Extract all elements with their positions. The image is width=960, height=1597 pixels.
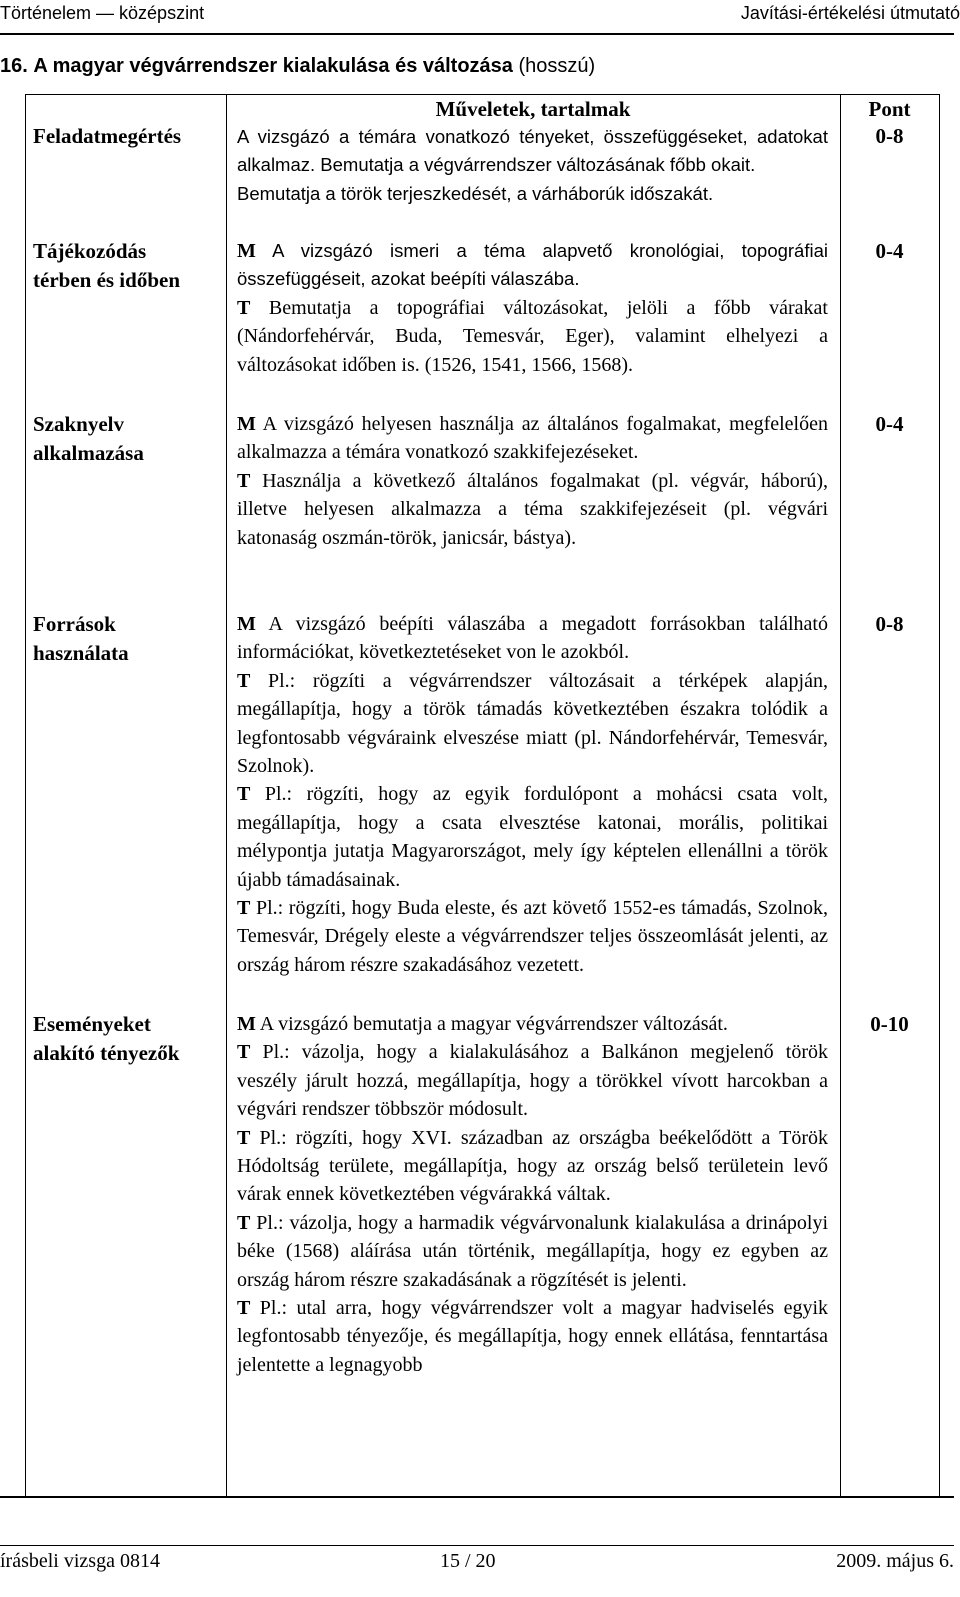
paragraph <box>237 1010 828 1038</box>
paragraph-text: Pl.: rögzíti, hogy Buda eleste, és azt követő 1552-es támadás, Szolnok, Temesvár, Drégely eleste a végvárrendszer teljes összeomlását jelenti, az ország három részre szakadásához vezetett. <box>237 897 829 976</box>
paragraph-tag: T <box>237 1297 251 1320</box>
criterion-label: Eseményeket <box>33 1012 151 1036</box>
criterion-shaping-factors <box>33 1010 179 1068</box>
column-header-points: Pont <box>868 97 911 121</box>
criterion-sources <box>33 610 129 668</box>
footer-date: 2009. május 6. <box>836 1550 954 1572</box>
paragraph <box>237 1124 828 1209</box>
paragraph <box>237 237 828 294</box>
paragraph-tag: M <box>237 1013 256 1035</box>
paragraph-text: A vizsgázó a témára vonatkozó tényeket, összefüggéseket, adatokat alkalmaz. Bemutatja a végvárrendszer változásának főbb okait. <box>237 126 828 176</box>
paragraph-text: Pl.: rögzíti, hogy XVI. században az országba beékelődött a Török Hódoltság területe, megállapítja, hogy az ország belső területein levő várak ennek következtében végvárakká váltak. <box>237 1126 829 1206</box>
footer-divider <box>0 1545 954 1546</box>
paragraph-tag: T <box>237 469 251 492</box>
paragraph-text: A vizsgázó ismeri a téma alapvető kronológiai, topográfiai összefüggéseit, azokat beépíti válaszába. <box>237 240 828 290</box>
paragraph-tag: M <box>237 240 256 262</box>
points-terminology: 0-4 <box>875 412 904 436</box>
scoring-table <box>25 94 940 1497</box>
paragraph-tag: T <box>237 897 251 920</box>
paragraph-tag: T <box>237 1211 251 1234</box>
paragraph-text: Pl.: vázolja, hogy a kialakulásához a Balkánon megjelenő török veszély járult hozzá, megállapítja, hogy a törökkel vívott harcokban a végvári rendszer többször módosult. <box>237 1041 828 1121</box>
paragraph <box>237 667 828 781</box>
paragraph-text: Pl.: rögzíti, hogy az egyik fordulópont a mohácsi csata volt, megállapítja, hogy a csata elvesztése katonai, morális, politikai mélypontja jutatja Magyarországot, mely így képtelen ellenállni a török újabb támadásainak. <box>237 783 828 891</box>
paragraph <box>237 1294 828 1379</box>
paragraph-text: Pl.: rögzíti a végvárrendszer változásait a térképek alapján, megállapítja, hogy a török támadás következtében északra tolódik a legfontosabb végváraink elveszése miatt (pl. Nándorfehérvár, Temesvár, Szolnok). <box>237 669 828 778</box>
points-orientation: 0-4 <box>875 239 904 263</box>
paragraph-text: A vizsgázó bemutatja a magyar végvárrendszer változását. <box>259 1013 728 1035</box>
header-divider <box>0 33 954 35</box>
section-title <box>0 52 595 80</box>
footer-page-number: 15 / 20 <box>440 1550 496 1572</box>
content-terminology <box>237 410 828 552</box>
content-sources <box>237 610 828 979</box>
paragraph <box>237 780 828 894</box>
content-task-understanding <box>237 123 828 208</box>
criterion-label: Szaknyelv <box>33 412 125 436</box>
criterion-task-understanding <box>33 122 181 151</box>
paragraph-text: Használja a következő általános fogalmakat (pl. végvár, háború), illetve helyesen alkalmazza a téma szakkifejezéseit (pl. végvári katonaság oszmán-török, janicsár, bástya). <box>237 469 829 549</box>
criterion-label: Feladatmegértés <box>33 124 182 148</box>
paragraph-tag: M <box>237 613 256 635</box>
paragraph <box>237 1038 828 1123</box>
paragraph-text: Pl.: vázolja, hogy a harmadik végvárvonalunk kialakulása a drinápolyi béke (1568) aláírása után történik, megállapítja, hogy ez egyben az ország három részre szakadásának a rögzítését is jelenti. <box>237 1211 829 1291</box>
paragraph-text: Pl.: utal arra, hogy végvárrendszer volt a magyar hadviselés egyik legfontosabb tényezője, és megállapítja, hogy ennek ellátása, fenntartása jelentette a legnagyobb <box>237 1297 829 1376</box>
points-shaping-factors: 0-10 <box>870 1012 909 1036</box>
criterion-orientation <box>33 237 180 295</box>
criterion-terminology <box>33 410 144 468</box>
criterion-label: alkalmazása <box>33 441 144 465</box>
paragraph-tag: T <box>237 1041 251 1064</box>
table-bottom-rule <box>0 1496 954 1498</box>
section-heading: A magyar végvárrendszer kialakulása és változása <box>33 55 513 77</box>
criterion-label: alakító tényezők <box>33 1041 180 1065</box>
page-footer <box>0 1545 960 1575</box>
points-task-understanding: 0-8 <box>875 124 904 148</box>
criterion-label: Tájékozódás <box>33 239 147 263</box>
paragraph <box>237 294 828 379</box>
footer-exam-code: írásbeli vizsga 0814 <box>0 1550 160 1572</box>
paragraph-tag: T <box>237 1126 251 1149</box>
paragraph <box>237 180 828 208</box>
points-sources: 0-8 <box>875 612 904 636</box>
content-shaping-factors <box>237 1010 828 1379</box>
paragraph-text: A vizsgázó helyesen használja az általános fogalmakat, megfelelően alkalmazza a témára vonatkozó szakkifejezéseket. <box>237 413 828 464</box>
paragraph-tag: M <box>237 413 256 435</box>
paragraph-tag: T <box>237 783 251 806</box>
criterion-label: használata <box>33 641 129 665</box>
paragraph <box>237 410 828 467</box>
column-header-operations: Műveletek, tartalmak <box>435 97 631 121</box>
paragraph-tag: T <box>237 669 251 692</box>
paragraph-text: Bemutatja a topográfiai változásokat, jelöli a főbb várakat (Nándorfehérvár, Buda, Temesvár, Eger), valamint elhelyezi a változásokat időben is. (1526, 1541, 1566, 1568). <box>237 296 828 376</box>
paragraph <box>237 467 828 552</box>
content-orientation <box>237 237 828 379</box>
header-subject: Történelem — középszint <box>0 3 205 23</box>
section-number: 16. <box>0 55 28 77</box>
paragraph-tag: T <box>237 296 251 319</box>
header-doc-type: Javítási-értékelési útmutató <box>740 3 960 23</box>
criterion-label: Források <box>33 612 116 636</box>
paragraph-text: Bemutatja a török terjeszkedését, a várháborúk időszakát. <box>237 182 714 204</box>
paragraph <box>237 610 828 667</box>
criterion-label: térben és időben <box>33 268 180 292</box>
page-header <box>0 0 960 44</box>
section-qualifier: (hosszú) <box>518 55 596 77</box>
column-divider-left <box>226 95 227 1497</box>
paragraph-text: A vizsgázó beépíti válaszába a megadott forrásokban található információkat, következtetéseket von le azokból. <box>237 613 828 664</box>
column-divider-right <box>840 95 841 1497</box>
paragraph <box>237 894 828 979</box>
paragraph <box>237 1209 828 1294</box>
paragraph <box>237 123 828 180</box>
